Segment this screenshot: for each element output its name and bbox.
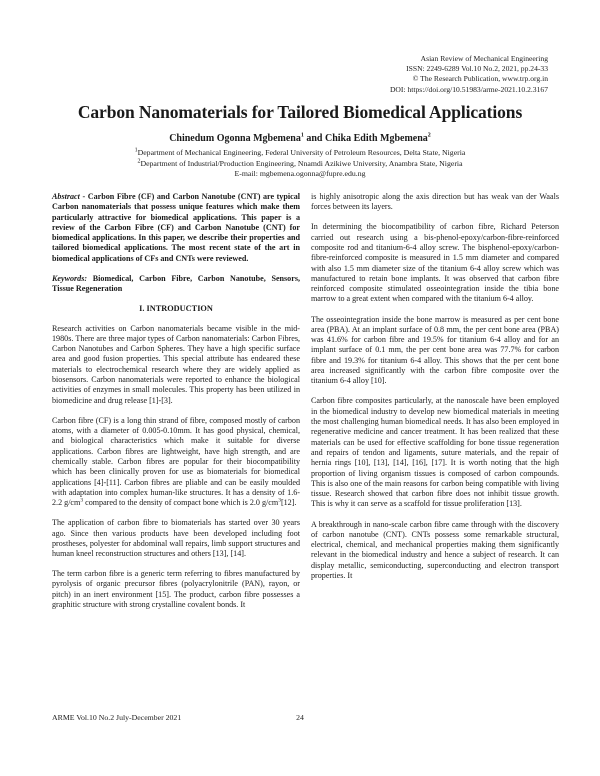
author-2-sup: 2: [427, 132, 431, 139]
affiliation-2-sup: 2: [137, 158, 141, 164]
journal-header: [390, 54, 548, 95]
intro-paragraph-2: [52, 416, 300, 509]
author-1-sup: 1: [300, 132, 304, 139]
author-email[interactable]: E-mail: mgbemena.ogonna@fupre.edu.ng: [234, 169, 366, 179]
author-conjunction: and: [303, 133, 325, 144]
journal-name: Asian Review of Mechanical Engineering: [420, 54, 548, 63]
section-heading: I. INTRODUCTION: [139, 304, 213, 314]
left-column: [52, 192, 300, 620]
intro-paragraph-4: The term carbon fibre is a generic term referring to fibres manufactured by pyrolysis of organic precursor fibres (polyacrylonitrile (PAN), rayon, or pitch) in an inert environment [15]. The product, carbon fibre possesses a graphitic structure with strong crystalline covalent bonds. It: [52, 569, 300, 610]
p2-text-a: Carbon fibre (CF) is a long thin strand of fibre, composed mostly of carbon atoms, with a diameter of 0.005-0.10mm. It has good physical, chemical, and biological characteristics which make it suitable for diverse applications. Carbon fibres are lightweight, have high strength, and are chemically stable. Carbon fibres are popular for their biocompatibility which has been clinically proven for use as biomaterials for biomedical applications [4]-[11]. Carbon fibres are pliable and can be easily moulded with adaptation into complex human-like structures. It has a density of 1.6-2.2 g/cm: [52, 415, 300, 508]
right-paragraph-5: A breakthrough in nano-scale carbon fibre came through with the discovery of carbon nanotube (CNT). CNTs possess some remarkable structural, electrical, chemical, and mechanical properties making them significantly relevant in the biomedical industry and hence a subject of research. It can display metallic, semiconducting, superconducting and electron transport properties. It: [311, 519, 559, 580]
p2-text-c: [12].: [280, 498, 297, 508]
right-column: [311, 192, 559, 591]
author-line: [0, 133, 600, 144]
affiliation-1-sup: 1: [134, 147, 138, 154]
paper-title: Carbon Nanomaterials for Tailored Biomedical Applications: [77, 102, 523, 122]
p2-superscript-2: 3: [278, 497, 281, 504]
intro-paragraph-1: Research activities on Carbon nanomaterials became visible in the mid-1980s. There are three major types of Carbon nanomaterials: Carbon Fibres, Carbon Nanotubes and Carbon Spheres. They have a high specific surface area and good fusion properties. This special attribute has endeared these materials to electrochemical research where they are widely applied as biosensors. Carbon nanomaterials were reported to enhance the biological activities of enzymes in small molecules. This property has been utilized in biomedicine and drug release [1]-[3].: [52, 323, 300, 405]
keywords-label: Keywords:: [52, 273, 88, 283]
abstract-text: - Carbon Fibre (CF) and Carbon Nanotube (CNT) are typical Carbon nanomaterials that possess unique features which make them particularly attractive for biomedical applications. This paper is a review of the Carbon Fibre (CF) and Carbon Nanotube (CNT) for biomedical applications. In this paper, we describe their properties and tailored biomedical applications. The most recent state of the art in biomedical applications of CFs and CNTs were reviewed.: [52, 192, 300, 263]
p2-text-b: compared to the density of compact bone which is 2.0 g/cm: [83, 498, 279, 508]
author-1-name: Chinedum Ogonna Mgbemena: [169, 133, 301, 144]
abstract-label: Abstract: [52, 192, 80, 201]
journal-issn: ISSN: 2249-6289 Vol.10 No.2, 2021, pp.24-33: [406, 64, 548, 74]
journal-copyright: © The Research Publication, www.trp.org.in: [412, 74, 548, 84]
footer-journal: ARME Vol.10 No.2 July-December 2021: [52, 713, 182, 722]
journal-doi[interactable]: DOI: https://doi.org/10.51983/arme-2021.10.2.3167: [389, 84, 548, 94]
affiliation-2: [0, 159, 600, 170]
abstract: [52, 192, 300, 264]
p2-superscript-1: 3: [80, 497, 84, 504]
keywords: [52, 274, 300, 295]
page-number: 24: [296, 713, 304, 722]
right-paragraph-4: Carbon fibre composites particularly, at the nanoscale have been employed in the biomedical industry to develop new biomedical materials in meeting the most challenging human biomedical needs. It has also been employed in regenerative medicine and cancer treatment. It has been realized that these materials can be used for effective scaffolding for bone tissue regeneration and repairs of tendon and ligaments, suture materials, and the repair of hernia rings [10], [13], [14], [16], [17]. It is worth noting that the high proportion of living organism tissues is composed of carbon compounds. This is also one of the main reasons for carbon being compatible with living tissue. Research showed that carbon fibre does not inhibit tissue growth. This is why it can serve as a scaffold for tissue proliferation [13].: [311, 396, 559, 509]
right-paragraph-1: is highly anisotropic along the axis direction but has weak van der Waals forces between its layers.: [311, 192, 559, 212]
affiliation-2-text: Department of Industrial/Production Engineering, Nnamdi Azikiwe University, Anambra State, Nigeria: [140, 158, 463, 168]
right-paragraph-2: In determining the biocompatibility of carbon fibre, Richard Peterson carried out research using a bis-phenol-epoxy/carbon-fibre-reinforced composite rod and titanium-6-4 alloy screw. The bisphenol-epoxy/carbon-fibre-reinforced composite is measured in 1.5 mm diameter and compared with also 1.5 mm diameter size of the titanium 6-4 alloy screw which was manufactured to retain bone implants. It was observed that carbon fibre reinforced composite stimulated osseointegration inside the tibia bone marrow to a great extent when compared with the titanium 6-4 alloy.: [311, 222, 559, 304]
intro-paragraph-3: The application of carbon fibre to biomaterials has started over 30 years ago. Since then various products have been developed including foot prostheses, polyester for abdominal wall repairs, limb support structures and human kneel reconstruction structures and others [13], [14].: [52, 518, 300, 559]
author-2-name: Chika Edith Mgbemena: [325, 133, 428, 144]
keywords-text: Biomedical, Carbon Fibre, Carbon Nanotube, Sensors, Tissue Regeneration: [52, 273, 300, 294]
affiliation-1-text: Department of Mechanical Engineering, Federal University of Petroleum Resources, Delta State, Nigeria: [137, 148, 466, 157]
right-paragraph-3: The osseointegration inside the bone marrow is measured as per cent bone area (PBA). At an implant surface of 0.8 mm, the per cent bone area (PBA) was 41.6% for carbon fibre and 19.5% for titanium 6-4 alloy and for an implant surface of 0.1 mm, the per cent bone area was 77.7% for carbon fibre and 19.3% for titanium 6-4 alloy. This shows that the per cent bone area increased significantly with the carbon fibre composite over the titanium 6-4 alloy [10].: [311, 314, 559, 386]
affiliation-1: [0, 148, 600, 159]
affiliations: [0, 148, 600, 180]
